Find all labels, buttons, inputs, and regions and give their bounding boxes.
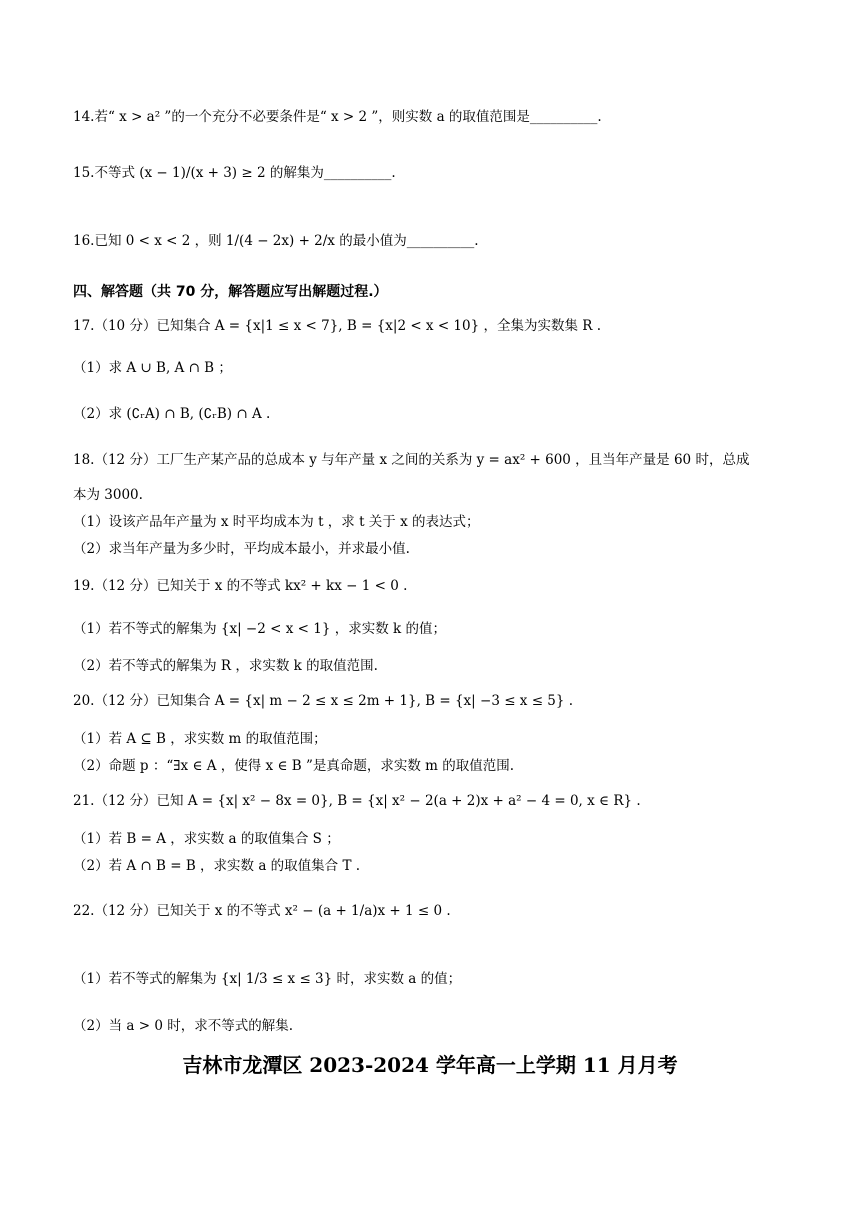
problem-18-part1: （1）设该产品年产量为 x 时平均成本为 t ，求 t 关于 x 的表达式；	[73, 514, 480, 530]
section-heading: 四、解答题（共 70 分，解答题应写出解题过程.）	[73, 284, 388, 300]
problem-22-part1: （1）若不等式的解集为 {x| 1/3 ≤ x ≤ 3} 时，求实数 a 的值；	[73, 971, 462, 987]
problem-21-part2: （2）若 A ∩ B = B ，求实数 a 的取值集合 T .	[73, 858, 361, 874]
problem-22-part2: （2）当 a > 0 时，求不等式的解集.	[73, 1018, 293, 1034]
question-14: 14.若“ x > a² ”的一个充分不必要条件是“ x > 2 ”，则实数 a 的取值范围是__________.	[73, 109, 602, 125]
problem-19-part1: （1）若不等式的解集为 {x| −2 < x < 1} ，求实数 k 的值；	[73, 621, 446, 637]
problem-20-part1: （1）若 A ⊆ B ，求实数 m 的取值范围；	[73, 731, 327, 747]
problem-18-stem: 18.（12 分）工厂生产某产品的总成本 y 与年产量 x 之间的关系为 y = ax² + 600 ，且当年产量是 60 时，总成	[73, 452, 750, 468]
problem-22-stem: 22.（12 分）已知关于 x 的不等式 x² − (a + 1/a)x + 1 ≤ 0 .	[73, 903, 451, 919]
problem-20-part2: （2）命题 p ：“∃x ∈ A ，使得 x ∈ B ”是真命题，求实数 m 的取值范围.	[73, 758, 515, 774]
footer-title: 吉林市龙潭区 2023-2024 学年高一上学期 11 月月考	[182, 1053, 678, 1077]
problem-17-part1: （1）求 A ∪ B, A ∩ B ；	[73, 360, 232, 376]
problem-21-part1: （1）若 B = A ，求实数 a 的取值集合 S ；	[73, 831, 340, 847]
problem-19-part2: （2）若不等式的解集为 R ，求实数 k 的取值范围.	[73, 658, 378, 674]
problem-20-stem: 20.（12 分）已知集合 A = {x| m − 2 ≤ x ≤ 2m + 1}, B = {x| −3 ≤ x ≤ 5} .	[73, 693, 574, 709]
problem-18-stem-cont: 本为 3000.	[73, 487, 143, 503]
problem-21-stem: 21.（12 分）已知 A = {x| x² − 8x = 0}, B = {x| x² − 2(a + 2)x + a² − 4 = 0, x ∈ R} .	[73, 793, 641, 809]
problem-17-part2: （2）求 (∁ᵣA) ∩ B, (∁ᵣB) ∩ A .	[73, 406, 271, 422]
problem-19-stem: 19.（12 分）已知关于 x 的不等式 kx² + kx − 1 < 0 .	[73, 578, 408, 594]
question-15: 15.不等式 (x − 1)/(x + 3) ≥ 2 的解集为__________.	[73, 165, 396, 181]
problem-18-part2: （2）求当年产量为多少时，平均成本最小，并求最小值.	[73, 541, 410, 557]
problem-17-stem: 17.（10 分）已知集合 A = {x|1 ≤ x < 7}, B = {x|2 < x < 10} ，全集为实数集 R .	[73, 318, 602, 334]
question-16: 16.已知 0 < x < 2 ，则 1/(4 − 2x) + 2/x 的最小值为__________.	[73, 233, 479, 249]
